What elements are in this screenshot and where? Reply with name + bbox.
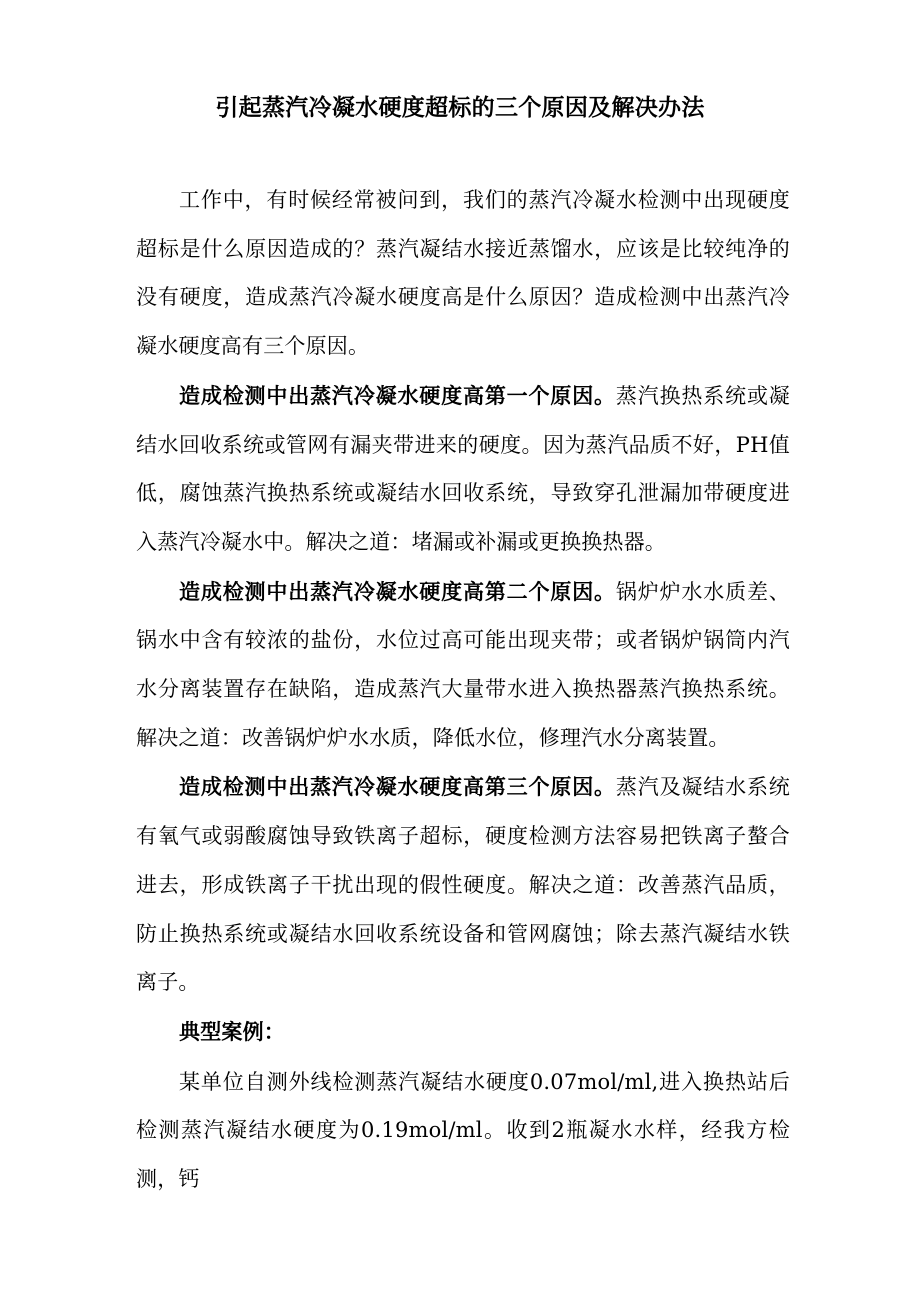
reason-heading-3: 造成检测中出蒸汽冷凝水硬度高第三个原因。 (179, 775, 616, 800)
reason-heading-1: 造成检测中出蒸汽冷凝水硬度高第一个原因。 (179, 383, 616, 408)
case-heading: 典型案例： (179, 1019, 285, 1044)
case-heading-paragraph (136, 1008, 790, 1057)
reason-paragraph-2 (136, 568, 790, 763)
reason-text-2: 锅炉炉水水质差、锅水中含有较浓的盐份，水位过高可能出现夹带；或者锅炉锅筒内汽水分离装置存在缺陷，造成蒸汽大量带水进入换热器蒸汽换热系统。解决之道：改善锅炉炉水水质，降低水位，修理汽水分离装置。 (136, 579, 790, 750)
reason-paragraph-1 (136, 372, 790, 567)
reason-text-1: 蒸汽换热系统或凝结水回收系统或管网有漏夹带进来的硬度。因为蒸汽品质不好，PH值低，腐蚀蒸汽换热系统或凝结水回收系统，导致穿孔泄漏加带硬度进入蒸汽冷凝水中。解决之道：堵漏或补漏或更换换热器。 (136, 383, 790, 554)
intro-paragraph: 工作中，有时候经常被问到，我们的蒸汽冷凝水检测中出现硬度超标是什么原因造成的？蒸汽凝结水接近蒸馏水，应该是比较纯净的没有硬度，造成蒸汽冷凝水硬度高是什么原因？造成检测中出蒸汽冷凝水硬度高有三个原因。 (136, 188, 790, 359)
reason-text-3: 蒸汽及凝结水系统有氧气或弱酸腐蚀导致铁离子超标，硬度检测方法容易把铁离子螯合进去，形成铁离子干扰出现的假性硬度。解决之道：改善蒸汽品质，防止换热系统或凝结水回收系统设备和管网腐蚀；除去蒸汽凝结水铁离子。 (136, 775, 790, 995)
case-paragraph: 某单位自测外线检测蒸汽凝结水硬度0.07mol/ml,进入换热站后检测蒸汽凝结水硬度为0.19mol/ml。收到2瓶凝水水样，经我方检测，钙 (136, 1069, 790, 1192)
document-body (136, 176, 790, 1205)
reason-paragraph-3 (136, 763, 790, 1007)
document-title: 引起蒸汽冷凝水硬度超标的三个原因及解决办法 (215, 95, 705, 121)
reason-heading-2: 造成检测中出蒸汽冷凝水硬度高第二个原因。 (179, 579, 616, 604)
